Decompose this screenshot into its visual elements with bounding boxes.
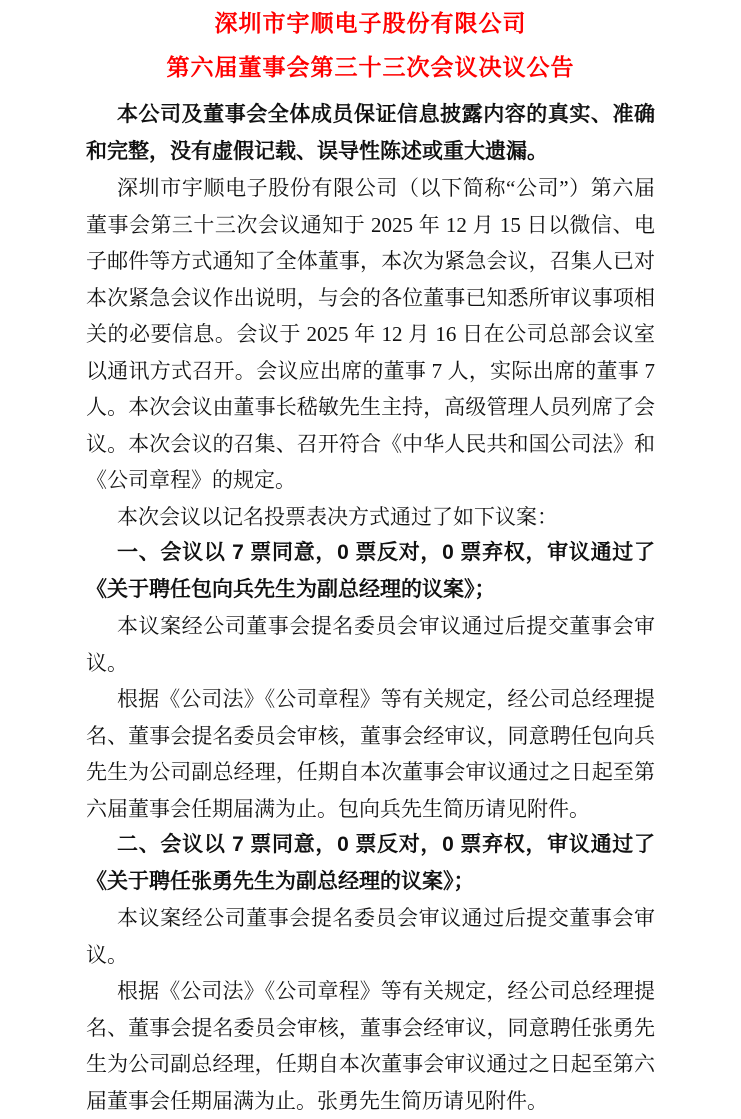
company-name-title: 深圳市宇顺电子股份有限公司 — [214, 10, 527, 36]
resolution-1-detail: 根据《公司法》《公司章程》等有关规定，经公司总经理提名、董事会提名委员会审核，董事会经审议，同意聘任包向兵先生为公司副总经理，任期自本次董事会审议通过之日起至第六届董事会任期届满为止。包向兵先生简历请见附件。 — [86, 687, 655, 821]
resolution-2-committee-note: 本议案经公司董事会提名委员会审议通过后提交董事会审议。 — [86, 906, 655, 967]
announcement-title: 第六届董事会第三十三次会议决议公告 — [166, 54, 575, 80]
resolution-1-heading: 一、会议以 7 票同意，0 票反对，0 票弃权，审议通过了《关于聘任包向兵先生为副总经理的议案》； — [86, 541, 655, 601]
document-body — [86, 97, 655, 1119]
meeting-overview-paragraph: 深圳市宇顺电子股份有限公司（以下简称“公司”）第六届董事会第三十三次会议通知于 2025 年 12 月 15 日以微信、电子邮件等方式通知了全体董事，本次为紧急会议，召集人已对本次紧急会议作出说明，与会的各位董事已知悉所审议事项相关的必要信息。会议于 2025 年 12 月 16 日在公司总部会议室以通讯方式召开。会议应出席的董事 7 人，实际出席的董事 7 人。本次会议由董事长嵇敏先生主持，高级管理人员列席了会议。本次会议的召集、召开符合《中华人民共和国公司法》和《公司章程》的规定。 — [86, 176, 655, 492]
guarantee-statement: 本公司及董事会全体成员保证信息披露内容的真实、准确和完整，没有虚假记载、误导性陈述或重大遗漏。 — [86, 103, 655, 163]
resolution-2-heading: 二、会议以 7 票同意，0 票反对，0 票弃权，审议通过了《关于聘任张勇先生为副总经理的议案》； — [86, 833, 655, 893]
voting-method-paragraph: 本次会议以记名投票表决方式通过了如下议案： — [117, 504, 558, 529]
resolution-2-detail: 根据《公司法》《公司章程》等有关规定，经公司总经理提名、董事会提名委员会审核，董事会经审议，同意聘任张勇先生为公司副总经理，任期自本次董事会审议通过之日起至第六届董事会任期届满为止。张勇先生简历请见附件。 — [86, 979, 655, 1113]
resolution-1-committee-note: 本议案经公司董事会提名委员会审议通过后提交董事会审议。 — [86, 614, 655, 675]
